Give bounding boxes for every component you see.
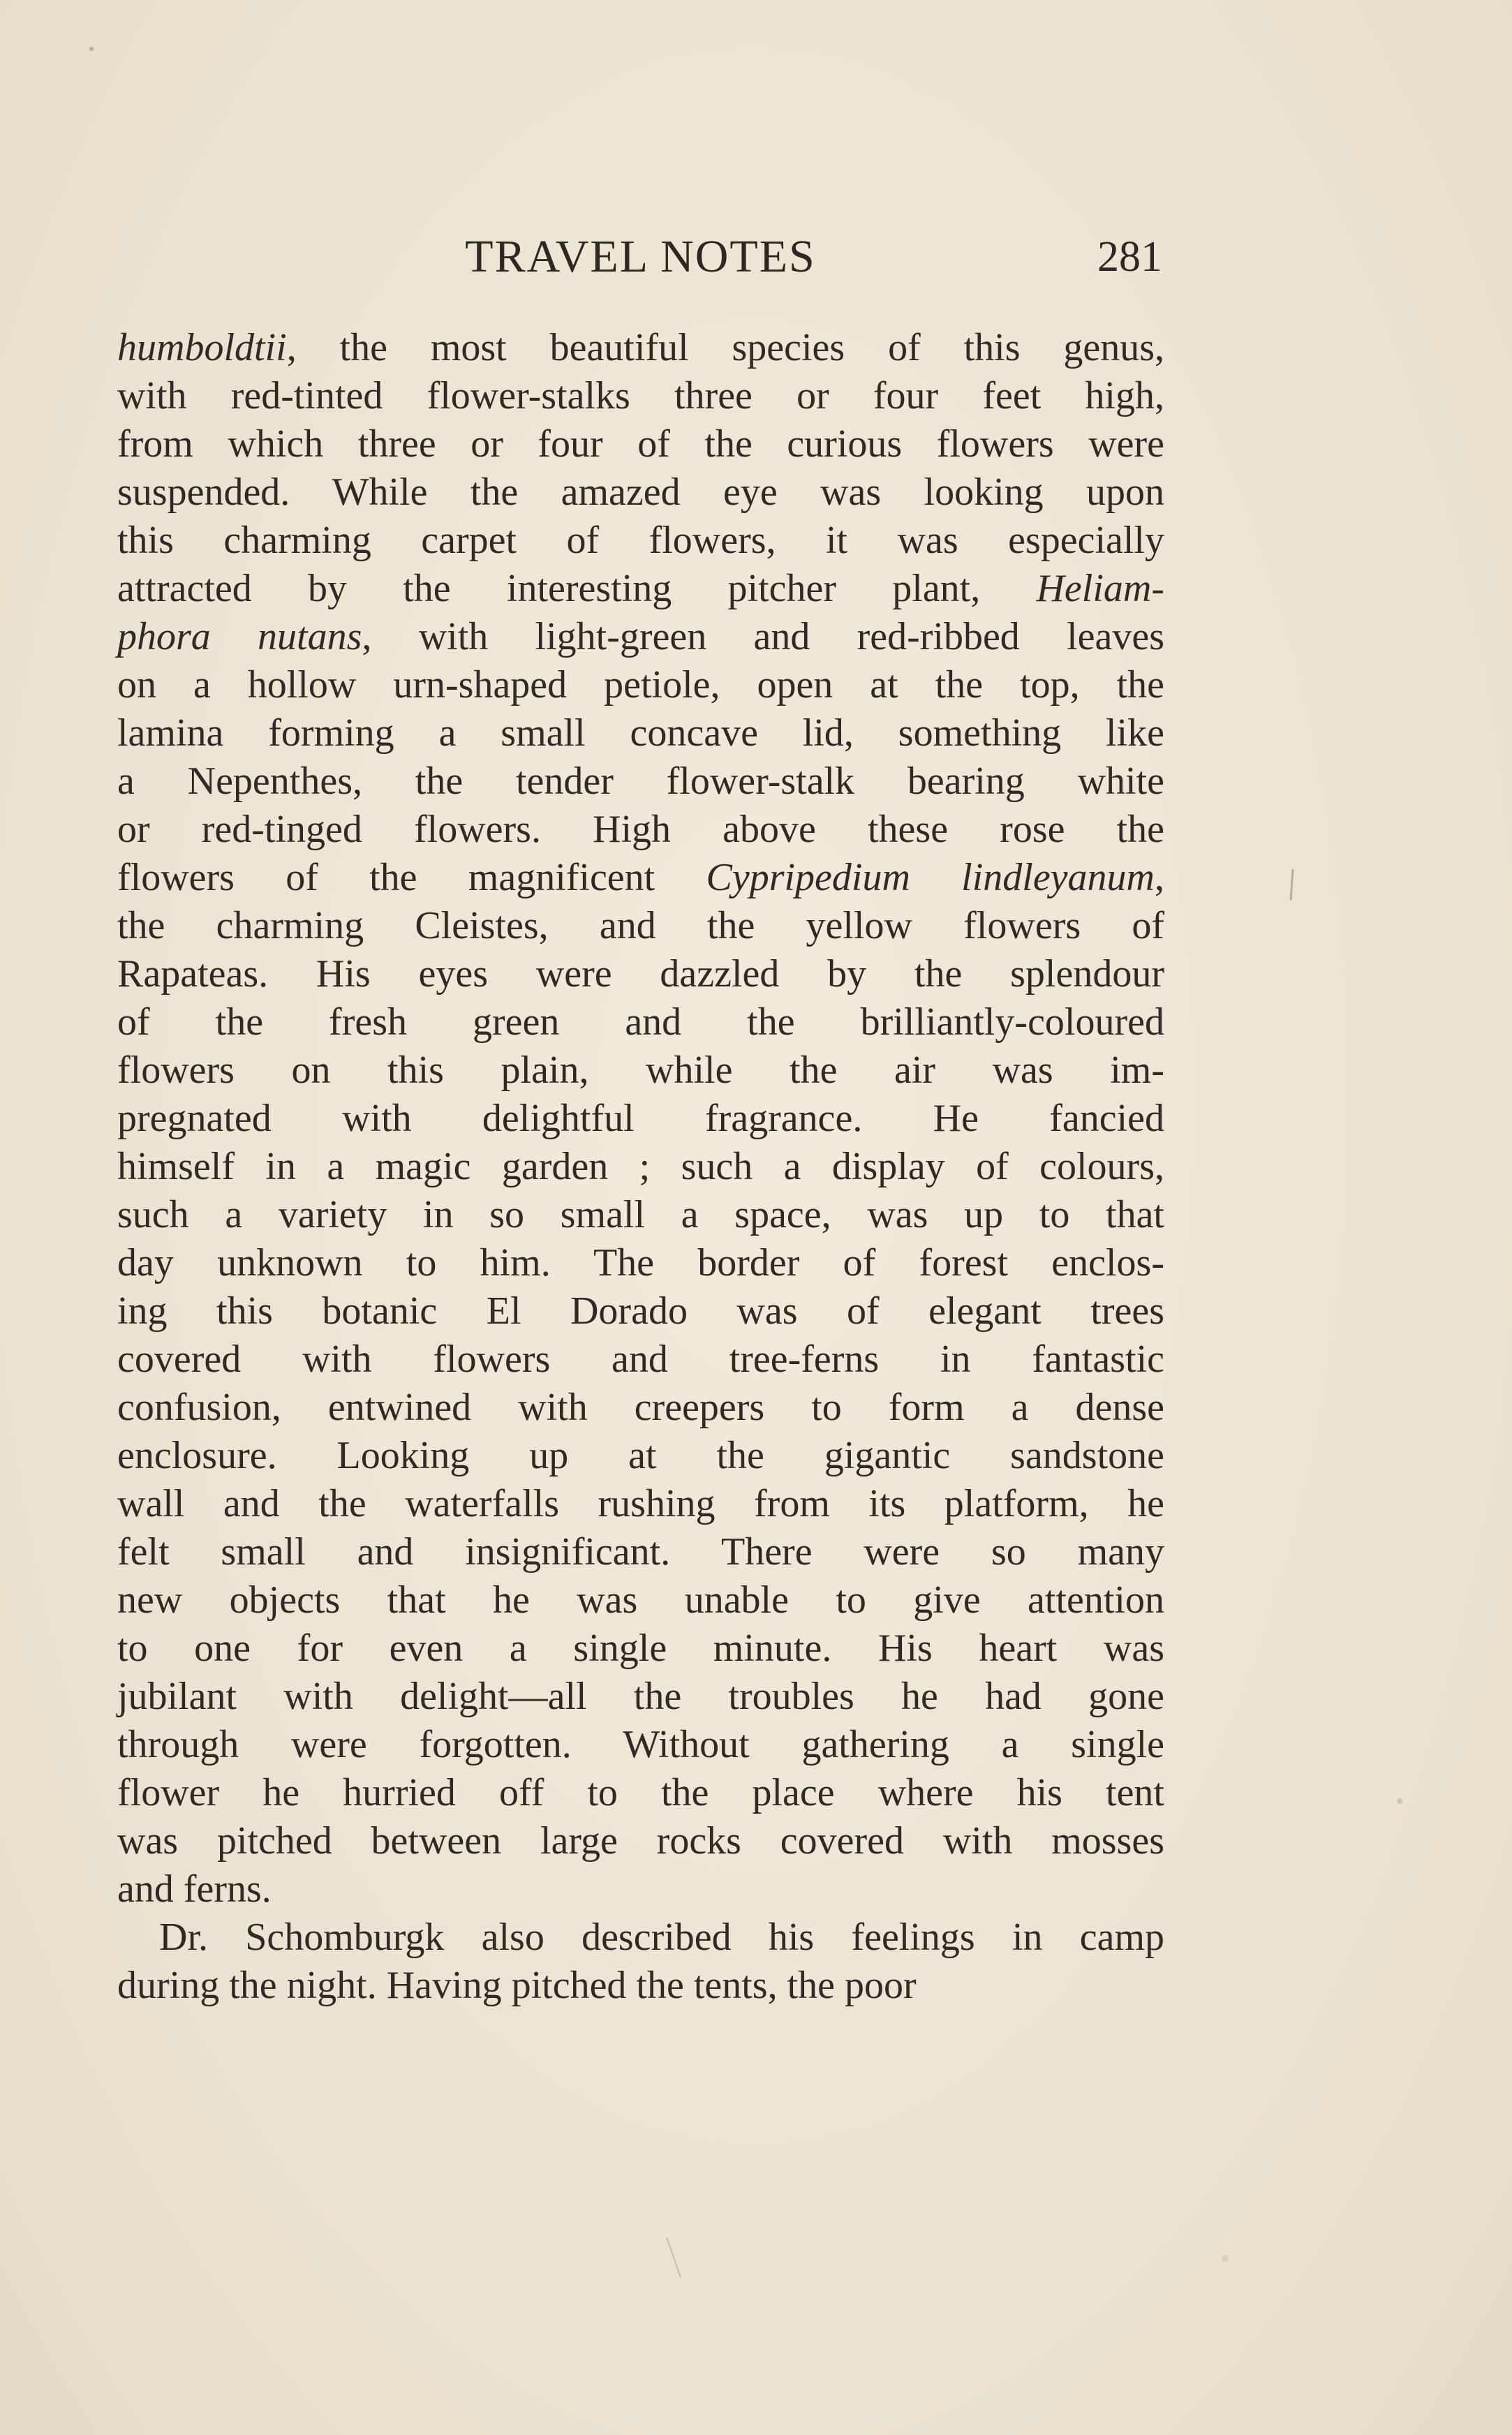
- text-line: [117, 1046, 1164, 1095]
- text-line: [117, 1865, 1164, 1914]
- text-segment: felt small and insignificant. There were so many: [117, 1530, 1164, 1574]
- text-line: [117, 1673, 1164, 1721]
- text-line: [117, 1528, 1164, 1576]
- text-line: [117, 1095, 1164, 1143]
- paper-mark: [1291, 869, 1293, 901]
- text-segment: through were forgotten. Without gathering a single: [117, 1723, 1164, 1766]
- paper-mark: [89, 47, 94, 51]
- text-segment: , with light-green and red-ribbed leaves: [362, 615, 1164, 658]
- body-text: [117, 324, 1164, 2010]
- text-segment: enclosure. Looking up at the gigantic sandstone: [117, 1434, 1164, 1477]
- text-segment: during the night. Having pitched the tents, the poor: [117, 1964, 917, 2007]
- text-line: [117, 613, 1164, 661]
- paper-mark: [1397, 1798, 1402, 1804]
- text-line: [117, 661, 1164, 709]
- paper-mark: [1222, 2255, 1229, 2262]
- italic-term: humboldtii: [117, 326, 287, 369]
- text-line: [117, 1624, 1164, 1673]
- text-line: [117, 1287, 1164, 1335]
- text-segment: suspended. While the amazed eye was looking upon: [117, 471, 1164, 514]
- text-line: [117, 757, 1164, 806]
- text-segment: , the most beautiful species of this genus,: [286, 326, 1164, 369]
- text-segment: Rapateas. His eyes were dazzled by the splendour: [117, 952, 1164, 996]
- italic-term: Cypripedium lindleyanum: [706, 856, 1155, 899]
- text-segment: jubilant with delight—all the troubles he had gone: [117, 1675, 1164, 1718]
- text-line: [117, 806, 1164, 854]
- text-line: [117, 1769, 1164, 1817]
- text-line: [117, 1143, 1164, 1191]
- text-segment: was pitched between large rocks covered with mosses: [117, 1819, 1164, 1863]
- text-segment: or red-tinged flowers. High above these rose the: [117, 808, 1164, 851]
- text-line: [117, 709, 1164, 757]
- text-line: [117, 1962, 1164, 2010]
- text-segment: flowers on this plain, while the air was im-: [117, 1049, 1164, 1092]
- text-line: [117, 854, 1164, 902]
- text-line: [117, 1191, 1164, 1239]
- text-line: [117, 420, 1164, 468]
- text-segment: confusion, entwined with creepers to form a dense: [117, 1386, 1164, 1429]
- text-segment: covered with flowers and tree-ferns in fantastic: [117, 1338, 1164, 1381]
- paper-mark: [667, 2237, 681, 2277]
- text-line: [117, 950, 1164, 998]
- text-segment: himself in a magic garden ; such a display of colours,: [117, 1145, 1164, 1188]
- running-header: [119, 222, 1162, 292]
- text-segment: new objects that he was unable to give attention: [117, 1578, 1164, 1622]
- text-segment: such a variety in so small a space, was up to that: [117, 1193, 1164, 1236]
- text-segment: a Nepenthes, the tender flower-stalk bearing white: [117, 760, 1164, 803]
- text-line: [117, 1384, 1164, 1432]
- text-line: [117, 1432, 1164, 1480]
- text-segment: flowers of the magnificent: [117, 856, 706, 899]
- text-segment: to one for even a single minute. His heart was: [117, 1627, 1164, 1670]
- text-line: [117, 372, 1164, 420]
- text-segment: on a hollow urn-shaped petiole, open at the top, the: [117, 663, 1164, 706]
- text-segment: from which three or four of the curious flowers were: [117, 422, 1164, 466]
- text-segment: with red-tinted flower-stalks three or four feet high,: [117, 374, 1164, 417]
- text-segment: pregnated with delightful fragrance. He fancied: [117, 1097, 1164, 1140]
- italic-term: Heliam-: [1036, 567, 1164, 610]
- text-segment: ing this botanic El Dorado was of elegant trees: [117, 1289, 1164, 1333]
- text-segment: and ferns.: [117, 1867, 272, 1911]
- text-line: [117, 1335, 1164, 1384]
- text-line: [117, 565, 1164, 613]
- text-line: [117, 1817, 1164, 1865]
- text-segment: lamina forming a small concave lid, something like: [117, 711, 1164, 755]
- text-line: [117, 998, 1164, 1046]
- text-segment: this charming carpet of flowers, it was especially: [117, 519, 1164, 562]
- text-segment: Dr. Schomburgk also described his feelings in camp: [159, 1916, 1164, 1959]
- page-number: 281: [1097, 233, 1162, 281]
- text-segment: of the fresh green and the brilliantly-coloured: [117, 1000, 1164, 1044]
- text-segment: flower he hurried off to the place where his tent: [117, 1771, 1164, 1814]
- text-segment: wall and the waterfalls rushing from its platform, he: [117, 1482, 1164, 1525]
- text-segment: day unknown to him. The border of forest enclos-: [117, 1241, 1164, 1285]
- text-segment: attracted by the interesting pitcher plant,: [117, 567, 1037, 610]
- text-line: [117, 324, 1164, 372]
- header-title: TRAVEL NOTES: [465, 231, 816, 282]
- text-segment: ,: [1154, 856, 1164, 899]
- text-line: [117, 1239, 1164, 1287]
- text-segment: the charming Cleistes, and the yellow flowers of: [117, 904, 1164, 947]
- text-line: [117, 1480, 1164, 1528]
- text-line: [117, 1576, 1164, 1624]
- text-line: [117, 1914, 1164, 1962]
- text-line: [117, 902, 1164, 950]
- text-line: [117, 517, 1164, 565]
- text-line: [117, 1721, 1164, 1769]
- italic-term: phora nutans: [117, 615, 362, 658]
- text-line: [117, 468, 1164, 517]
